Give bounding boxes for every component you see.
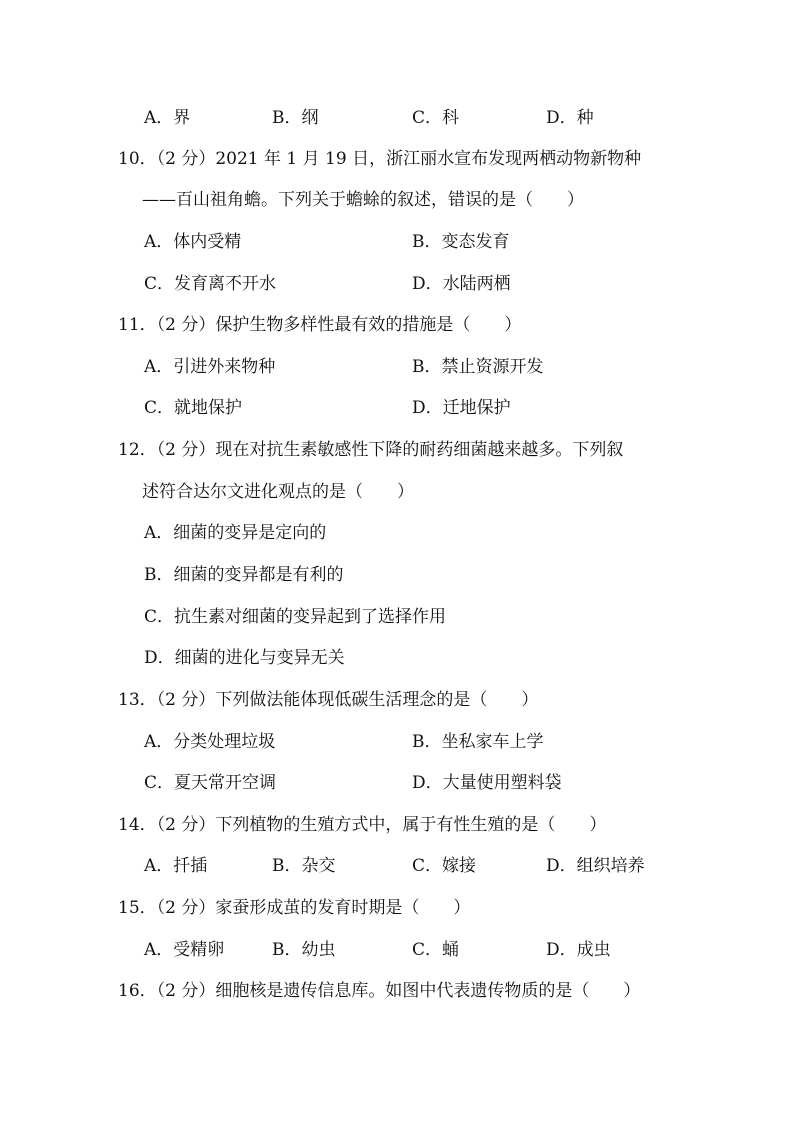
question-text: 16．（2 分）细胞核是遗传信息库。如图中代表遗传物质的是（ ） xyxy=(118,981,641,1001)
option-a: A．界 xyxy=(144,108,191,128)
option-a: A．分类处理垃圾 xyxy=(144,732,276,752)
option-c: C．发育离不开水 xyxy=(144,274,277,294)
option-a: A．受精卵 xyxy=(144,940,225,960)
option-b: B．细菌的变异都是有利的 xyxy=(144,565,344,585)
option-d: D．种 xyxy=(546,108,594,128)
option-b: B．杂交 xyxy=(272,856,336,876)
option-b: B．幼虫 xyxy=(272,940,336,960)
option-d: D．大量使用塑料袋 xyxy=(412,773,562,793)
question-text: 10．（2 分）2021 年 1 月 19 日，浙江丽水宣布发现两栖动物新物种 xyxy=(118,149,642,169)
option-c: C．夏天常开空调 xyxy=(144,773,277,793)
question-text: 15．（2 分）家蚕形成茧的发育时期是（ ） xyxy=(118,898,471,918)
option-d: D．组织培养 xyxy=(546,856,645,876)
option-b: B．坐私家车上学 xyxy=(412,732,544,752)
option-a: A．引进外来物种 xyxy=(144,357,276,377)
question-text-cont: 述符合达尔文进化观点的是（ ） xyxy=(142,482,414,502)
option-d: D．迁地保护 xyxy=(412,398,511,418)
option-b: B．纲 xyxy=(272,108,319,128)
option-c: C．科 xyxy=(412,108,460,128)
question-text: 14．（2 分）下列植物的生殖方式中，属于有性生殖的是（ ） xyxy=(118,815,607,835)
option-a: A．体内受精 xyxy=(144,232,242,252)
question-text: 13．（2 分）下列做法能体现低碳生活理念的是（ ） xyxy=(118,690,539,710)
option-b: B．变态发育 xyxy=(412,232,510,252)
option-b: B．禁止资源开发 xyxy=(412,357,544,377)
option-c: C．就地保护 xyxy=(144,398,243,418)
option-c: C．抗生素对细菌的变异起到了选择作用 xyxy=(144,607,447,627)
option-a: A．细菌的变异是定向的 xyxy=(144,523,327,543)
option-d: D．细菌的进化与变异无关 xyxy=(144,648,345,668)
option-d: D．成虫 xyxy=(546,940,611,960)
question-text: 11．（2 分）保护生物多样性最有效的措施是（ ） xyxy=(118,315,522,335)
option-c: C．蛹 xyxy=(412,940,460,960)
option-d: D．水陆两栖 xyxy=(412,274,511,294)
question-text: 12．（2 分）现在对抗生素敏感性下降的耐药细菌越来越多。下列叙 xyxy=(118,440,624,460)
question-text-cont: ——百山祖角蟾。下列关于蟾蜍的叙述，错误的是（ ） xyxy=(142,190,584,210)
option-a: A．扦插 xyxy=(144,856,208,876)
option-c: C．嫁接 xyxy=(412,856,477,876)
